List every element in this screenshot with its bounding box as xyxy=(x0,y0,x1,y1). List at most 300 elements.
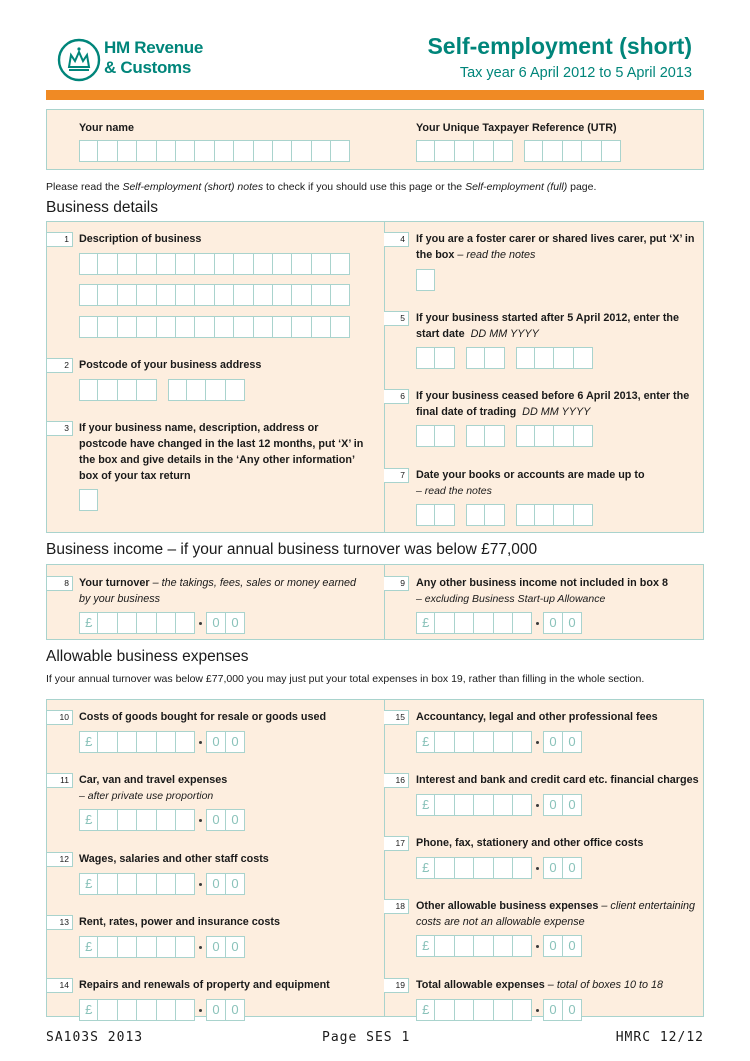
char-box[interactable] xyxy=(455,999,474,1021)
box14-label xyxy=(79,977,364,993)
char-box[interactable] xyxy=(554,347,573,369)
currency-symbol: £ xyxy=(416,731,435,753)
char-box[interactable] xyxy=(176,253,195,275)
char-box[interactable] xyxy=(137,316,156,338)
page-number: Page SES 1 xyxy=(322,1030,411,1045)
char-box[interactable] xyxy=(254,284,273,306)
char-box[interactable] xyxy=(474,612,493,634)
char-box[interactable] xyxy=(98,999,117,1021)
box-number-18: 18 xyxy=(384,899,409,914)
pence-box: 0 xyxy=(543,794,562,816)
char-box[interactable] xyxy=(273,284,292,306)
char-box[interactable] xyxy=(118,253,137,275)
intro-notes-link: Self-employment (short) notes xyxy=(122,181,264,193)
box-number-10: 10 xyxy=(47,710,73,725)
utr-label: Your Unique Taxpayer Reference (UTR) xyxy=(416,122,617,134)
expense-box11-amount-field[interactable] xyxy=(79,809,245,831)
char-box[interactable] xyxy=(543,140,562,162)
char-box[interactable] xyxy=(474,857,493,879)
char-box[interactable] xyxy=(157,316,176,338)
char-box[interactable] xyxy=(582,140,601,162)
box-gap xyxy=(505,425,516,447)
your-name-label: Your name xyxy=(79,122,134,134)
char-box[interactable] xyxy=(195,140,214,162)
cease-date-field[interactable] xyxy=(416,425,593,447)
start-date-field[interactable] xyxy=(416,347,593,369)
char-box[interactable] xyxy=(215,253,234,275)
char-box[interactable] xyxy=(176,284,195,306)
char-box[interactable] xyxy=(513,612,532,634)
expense-box13-amount-field[interactable] xyxy=(79,936,245,958)
box-number-14: 14 xyxy=(47,978,73,993)
box18-label xyxy=(416,898,701,930)
char-box[interactable] xyxy=(292,284,311,306)
char-box[interactable] xyxy=(187,379,206,401)
business-income-panel xyxy=(46,564,704,640)
business-description-line3[interactable] xyxy=(79,316,350,338)
char-box[interactable] xyxy=(98,936,117,958)
pence-box: 0 xyxy=(226,731,245,753)
currency-symbol: £ xyxy=(79,612,98,634)
char-box[interactable] xyxy=(513,731,532,753)
box13-label-text: Rent, rates, power and insurance costs xyxy=(79,916,281,928)
decimal-point xyxy=(195,936,206,958)
char-box[interactable] xyxy=(485,347,504,369)
currency-symbol: £ xyxy=(79,873,98,895)
box-gap xyxy=(455,347,466,369)
box11-label xyxy=(79,772,364,788)
char-box[interactable] xyxy=(176,612,195,634)
your-name-field[interactable] xyxy=(79,140,350,162)
char-box[interactable] xyxy=(98,731,117,753)
pence-box: 0 xyxy=(563,857,582,879)
intro-full-form: Self-employment (full) xyxy=(465,181,568,193)
business-details-heading: Business details xyxy=(46,199,159,216)
char-box[interactable] xyxy=(513,794,532,816)
char-box[interactable] xyxy=(118,873,137,895)
expense-box19-amount-field[interactable] xyxy=(416,999,582,1021)
box10-label-text: Costs of goods bought for resale or goods used xyxy=(79,711,327,723)
char-box[interactable] xyxy=(535,425,554,447)
char-box[interactable] xyxy=(416,504,435,526)
box-number-3: 3 xyxy=(47,421,73,436)
box-gap xyxy=(455,504,466,526)
box13-label xyxy=(79,914,364,930)
box19-label xyxy=(416,977,701,993)
box4-label xyxy=(416,231,696,263)
expense-box17-amount-field[interactable] xyxy=(416,857,582,879)
pence-box: 0 xyxy=(543,731,562,753)
pence-box: 0 xyxy=(563,612,582,634)
char-box[interactable] xyxy=(292,316,311,338)
box10-label xyxy=(79,709,364,725)
pence-box: 0 xyxy=(543,999,562,1021)
char-box[interactable] xyxy=(157,809,176,831)
char-box[interactable] xyxy=(516,425,535,447)
decimal-point xyxy=(195,612,206,634)
pence-box: 0 xyxy=(563,794,582,816)
char-box[interactable] xyxy=(513,999,532,1021)
currency-symbol: £ xyxy=(79,936,98,958)
box4-note: – read the notes xyxy=(454,249,536,261)
char-box[interactable] xyxy=(118,612,137,634)
char-box[interactable] xyxy=(98,379,117,401)
pence-box: 0 xyxy=(226,936,245,958)
currency-symbol: £ xyxy=(79,999,98,1021)
char-box[interactable] xyxy=(474,794,493,816)
expense-box15-amount-field[interactable] xyxy=(416,731,582,753)
char-box[interactable] xyxy=(254,253,273,275)
decimal-point xyxy=(195,873,206,895)
business-description-line2[interactable] xyxy=(79,284,350,306)
pence-box: 0 xyxy=(563,731,582,753)
form-reference: SA103S 2013 xyxy=(46,1030,144,1045)
char-box[interactable] xyxy=(195,253,214,275)
turnover-amount-field[interactable] xyxy=(79,612,245,634)
box-gap xyxy=(455,425,466,447)
char-box[interactable] xyxy=(494,612,513,634)
char-box[interactable] xyxy=(466,425,485,447)
business-income-heading: Business income – if your annual business turnover was below £77,000 xyxy=(46,541,538,558)
char-box[interactable] xyxy=(494,999,513,1021)
char-box[interactable] xyxy=(79,140,98,162)
pence-box: 0 xyxy=(543,612,562,634)
expenses-heading: Allowable business expenses xyxy=(46,648,249,665)
box18-note: – client entertaining costs are not an allowable expense xyxy=(416,900,696,928)
char-box[interactable] xyxy=(254,140,273,162)
char-box[interactable] xyxy=(312,284,331,306)
char-box[interactable] xyxy=(494,140,513,162)
char-box[interactable] xyxy=(98,873,117,895)
char-box[interactable] xyxy=(137,253,156,275)
char-box[interactable] xyxy=(79,253,98,275)
organisation-name-line1: HM Revenue xyxy=(104,38,204,57)
pence-box: 0 xyxy=(226,809,245,831)
box16-label-text: Interest and bank and credit card etc. financial charges xyxy=(416,774,699,786)
box6-label xyxy=(416,388,696,420)
expense-box16-amount-field[interactable] xyxy=(416,794,582,816)
char-box[interactable] xyxy=(137,284,156,306)
char-box[interactable] xyxy=(79,284,98,306)
char-box[interactable] xyxy=(494,731,513,753)
char-box[interactable] xyxy=(118,284,137,306)
intro-prefix: Please read the xyxy=(46,181,123,193)
char-box[interactable] xyxy=(513,857,532,879)
char-box[interactable] xyxy=(118,809,137,831)
char-box[interactable] xyxy=(137,999,156,1021)
box-gap xyxy=(513,140,524,162)
char-box[interactable] xyxy=(176,731,195,753)
organisation-name-line2: & Customs xyxy=(104,58,192,77)
char-box[interactable] xyxy=(118,316,137,338)
char-box[interactable] xyxy=(137,140,156,162)
pence-box: 0 xyxy=(543,935,562,957)
char-box[interactable] xyxy=(176,316,195,338)
box15-label-text: Accountancy, legal and other professional fees xyxy=(416,711,658,723)
char-box[interactable] xyxy=(137,936,156,958)
pence-box: 0 xyxy=(563,935,582,957)
currency-symbol: £ xyxy=(416,794,435,816)
char-box[interactable] xyxy=(416,347,435,369)
char-box[interactable] xyxy=(416,425,435,447)
char-box[interactable] xyxy=(98,612,117,634)
box7-note: – read the notes xyxy=(416,485,492,497)
char-box[interactable] xyxy=(176,809,195,831)
pence-box: 0 xyxy=(226,612,245,634)
box-gap xyxy=(505,504,516,526)
char-box[interactable] xyxy=(137,612,156,634)
char-box[interactable] xyxy=(312,140,331,162)
char-box[interactable] xyxy=(516,347,535,369)
char-box[interactable] xyxy=(137,809,156,831)
decimal-point xyxy=(532,999,543,1021)
currency-symbol: £ xyxy=(79,731,98,753)
char-box[interactable] xyxy=(195,316,214,338)
organisation-name xyxy=(104,38,203,78)
form-version: HMRC 12/12 xyxy=(615,1030,704,1045)
char-box[interactable] xyxy=(435,425,454,447)
decimal-point xyxy=(532,612,543,634)
box4-label-text: If you are a foster carer or shared lives carer, put ‘X’ in the box xyxy=(416,233,695,261)
char-box[interactable] xyxy=(98,809,117,831)
box11-label-text: Car, van and travel expenses xyxy=(79,774,228,786)
char-box[interactable] xyxy=(234,316,253,338)
char-box[interactable] xyxy=(494,857,513,879)
char-box[interactable] xyxy=(206,379,225,401)
char-box[interactable] xyxy=(168,379,187,401)
char-box[interactable] xyxy=(234,140,253,162)
intro-middle: to check if you should use this page or the xyxy=(263,181,466,193)
char-box[interactable] xyxy=(215,284,234,306)
box-number-19: 19 xyxy=(384,978,409,993)
box3-label: If your business name, description, address or postcode have changed in the last 12 months, put ‘X’ in the box and give details in the ‘Any other information’ box of your tax return xyxy=(79,422,364,482)
char-box[interactable] xyxy=(157,999,176,1021)
pence-box: 0 xyxy=(206,873,225,895)
pence-box: 0 xyxy=(206,936,225,958)
char-box[interactable] xyxy=(254,316,273,338)
char-box[interactable] xyxy=(455,794,474,816)
char-box[interactable] xyxy=(79,379,98,401)
char-box[interactable] xyxy=(435,140,454,162)
char-box[interactable] xyxy=(118,379,137,401)
char-box[interactable] xyxy=(176,999,195,1021)
char-box[interactable] xyxy=(466,504,485,526)
char-box[interactable] xyxy=(79,316,98,338)
decimal-point xyxy=(195,731,206,753)
char-box[interactable] xyxy=(137,379,156,401)
char-box[interactable] xyxy=(118,999,137,1021)
box-number-8: 8 xyxy=(47,576,73,591)
postcode-field[interactable] xyxy=(79,379,245,401)
char-box[interactable] xyxy=(176,936,195,958)
char-box[interactable] xyxy=(226,379,245,401)
pence-box: 0 xyxy=(543,857,562,879)
char-box[interactable] xyxy=(98,316,117,338)
box-gap xyxy=(157,379,168,401)
box-gap xyxy=(505,347,516,369)
expense-box12-amount-field[interactable] xyxy=(79,873,245,895)
char-box[interactable] xyxy=(563,140,582,162)
box-number-11: 11 xyxy=(47,773,73,788)
utr-field[interactable] xyxy=(416,140,621,162)
char-box[interactable] xyxy=(535,504,554,526)
char-box[interactable] xyxy=(215,316,234,338)
intro-text xyxy=(46,181,596,193)
char-box[interactable] xyxy=(485,504,504,526)
tax-year: Tax year 6 April 2012 to 5 April 2013 xyxy=(459,65,692,81)
char-box[interactable] xyxy=(435,999,454,1021)
box17-label xyxy=(416,835,701,851)
char-box[interactable] xyxy=(157,284,176,306)
box17-label-text: Phone, fax, stationery and other office costs xyxy=(416,837,644,849)
other-income-amount-field[interactable] xyxy=(416,612,582,634)
pence-box: 0 xyxy=(226,873,245,895)
char-box[interactable] xyxy=(435,347,454,369)
char-box[interactable] xyxy=(273,316,292,338)
box-number-7: 7 xyxy=(384,468,409,483)
char-box[interactable] xyxy=(137,731,156,753)
char-box[interactable] xyxy=(157,936,176,958)
char-box[interactable] xyxy=(435,731,454,753)
char-box[interactable] xyxy=(137,873,156,895)
char-box[interactable] xyxy=(273,253,292,275)
char-box[interactable] xyxy=(524,140,543,162)
hmrc-crown-logo-icon xyxy=(57,38,101,82)
char-box[interactable] xyxy=(574,504,593,526)
char-box[interactable] xyxy=(215,140,234,162)
box-number-2: 2 xyxy=(47,358,73,373)
char-box[interactable] xyxy=(98,253,117,275)
char-box[interactable] xyxy=(466,347,485,369)
char-box[interactable] xyxy=(474,140,493,162)
char-box[interactable] xyxy=(494,794,513,816)
char-box[interactable] xyxy=(331,284,350,306)
char-box[interactable] xyxy=(157,731,176,753)
char-box[interactable] xyxy=(292,140,311,162)
box-number-4: 4 xyxy=(384,232,409,247)
char-box[interactable] xyxy=(516,504,535,526)
char-box[interactable] xyxy=(416,140,435,162)
char-box[interactable] xyxy=(98,284,117,306)
currency-symbol: £ xyxy=(416,935,435,957)
char-box[interactable] xyxy=(157,253,176,275)
box-number-17: 17 xyxy=(384,836,409,851)
char-box[interactable] xyxy=(118,731,137,753)
char-box[interactable] xyxy=(513,935,532,957)
expenses-panel xyxy=(46,699,704,1017)
char-box[interactable] xyxy=(574,347,593,369)
char-box[interactable] xyxy=(234,284,253,306)
char-box[interactable] xyxy=(435,857,454,879)
char-box[interactable] xyxy=(176,140,195,162)
pence-box: 0 xyxy=(206,731,225,753)
business-description-line1[interactable] xyxy=(79,253,350,275)
char-box[interactable] xyxy=(435,612,454,634)
decimal-point xyxy=(532,935,543,957)
currency-symbol: £ xyxy=(416,612,435,634)
char-box[interactable] xyxy=(535,347,554,369)
box9-label: Any other business income not included in box 8 xyxy=(416,577,668,589)
char-box[interactable] xyxy=(474,999,493,1021)
box1-label: Description of business xyxy=(79,233,202,245)
char-box[interactable] xyxy=(474,731,493,753)
char-box[interactable] xyxy=(331,253,350,275)
box-number-5: 5 xyxy=(384,311,409,326)
char-box[interactable] xyxy=(455,731,474,753)
box19-label-text: Total allowable expenses xyxy=(416,979,545,991)
char-box[interactable] xyxy=(455,857,474,879)
char-box[interactable] xyxy=(273,140,292,162)
box18-label-text: Other allowable business expenses xyxy=(416,900,599,912)
char-box[interactable] xyxy=(494,935,513,957)
decimal-point xyxy=(532,857,543,879)
char-box[interactable] xyxy=(455,140,474,162)
char-box[interactable] xyxy=(554,504,573,526)
box6-note: DD MM YYYY xyxy=(522,406,591,418)
char-box[interactable] xyxy=(312,316,331,338)
currency-symbol: £ xyxy=(79,809,98,831)
char-box[interactable] xyxy=(435,504,454,526)
char-box[interactable] xyxy=(455,935,474,957)
char-box[interactable] xyxy=(292,253,311,275)
char-box[interactable] xyxy=(312,253,331,275)
char-box[interactable] xyxy=(435,794,454,816)
page-title: Self-employment (short) xyxy=(427,33,692,59)
char-box[interactable] xyxy=(331,316,350,338)
char-box[interactable] xyxy=(176,873,195,895)
accounts-date-field[interactable] xyxy=(416,504,593,526)
details-changed-checkbox[interactable] xyxy=(79,489,98,511)
char-box[interactable] xyxy=(485,425,504,447)
box12-label xyxy=(79,851,364,867)
expense-box18-amount-field[interactable] xyxy=(416,935,582,957)
char-box[interactable] xyxy=(157,612,176,634)
char-box[interactable] xyxy=(157,873,176,895)
char-box[interactable] xyxy=(118,140,137,162)
char-box[interactable] xyxy=(331,140,350,162)
box7-label: Date your books or accounts are made up to xyxy=(416,469,645,481)
box5-label xyxy=(416,310,696,342)
char-box[interactable] xyxy=(435,935,454,957)
char-box[interactable] xyxy=(455,612,474,634)
pence-box: 0 xyxy=(226,999,245,1021)
char-box[interactable] xyxy=(234,253,253,275)
foster-carer-checkbox[interactable] xyxy=(416,269,435,291)
column-divider xyxy=(384,222,385,532)
box19-note: – total of boxes 10 to 18 xyxy=(544,979,664,991)
char-box[interactable] xyxy=(98,140,117,162)
box-number-16: 16 xyxy=(384,773,409,788)
char-box[interactable] xyxy=(195,284,214,306)
char-box[interactable] xyxy=(602,140,621,162)
header-rule xyxy=(46,90,704,100)
expense-box14-amount-field[interactable] xyxy=(79,999,245,1021)
expense-box10-amount-field[interactable] xyxy=(79,731,245,753)
box5-label-text: If your business started after 5 April 2012, enter the start date xyxy=(416,312,680,340)
pence-box: 0 xyxy=(563,999,582,1021)
box14-label-text: Repairs and renewals of property and equipment xyxy=(79,979,330,991)
char-box[interactable] xyxy=(554,425,573,447)
char-box[interactable] xyxy=(474,935,493,957)
char-box[interactable] xyxy=(574,425,593,447)
currency-symbol: £ xyxy=(416,857,435,879)
decimal-point xyxy=(532,794,543,816)
box9-note: – excluding Business Start-up Allowance xyxy=(416,593,606,605)
char-box[interactable] xyxy=(157,140,176,162)
box-number-6: 6 xyxy=(384,389,409,404)
char-box[interactable] xyxy=(118,936,137,958)
box12-label-text: Wages, salaries and other staff costs xyxy=(79,853,269,865)
